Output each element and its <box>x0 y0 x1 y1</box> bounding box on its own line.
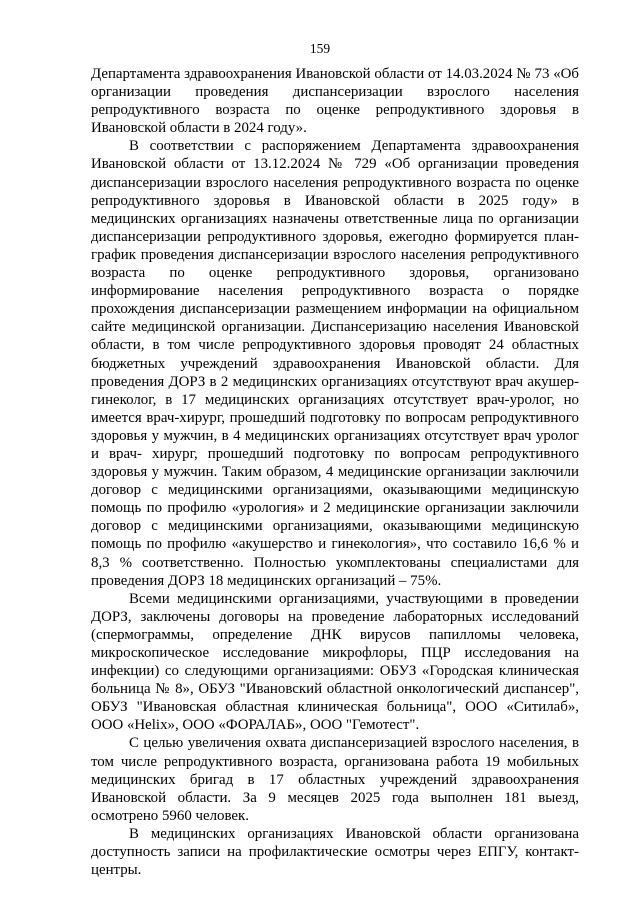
paragraph-lab-contracts: Всеми медицинскими организациями, участвующими в проведении ДОРЗ, заключены договоры на проведение лабораторных исследований (спермограммы, определение ДНК вирусов папилломы человека, микроскопическое исследование микрофлоры, ПЦР исследования на инфекции) со следующими организациями: ОБУЗ «Городская клиническая больница № 8», ОБУЗ "Ивановский областной онкологический диспансер", ОБУЗ "Ивановская областная клиническая больница", ООО «Ситилаб», ООО «Helix», ООО «ФОРАЛАБ», ООО "Гемотест". <box>91 590 579 734</box>
paragraph-online-booking: В медицинских организациях Ивановской области организована доступность записи на профилактические осмотры через ЕПГУ, контакт-центры. <box>91 825 579 879</box>
paragraph-mobile-teams: С целью увеличения охвата диспансеризацией взрослого населения, в том числе репродуктивного возраста, организована работа 19 мобильных медицинских бригад в 17 областных учреждений здравоохранения Ивановской области. За 9 месяцев 2025 года выполнен 181 выезд, осмотрено 5960 человек. <box>91 735 579 824</box>
page-number: 159 <box>309 41 331 56</box>
document-body <box>91 65 579 879</box>
paragraph-decree-reference: Департамента здравоохранения Ивановской области от 14.03.2024 № 73 «Об организации проведения диспансеризации взрослого населения репродуктивного возраста по оценке репродуктивного здоровья в Ивановской области в 2024 году». <box>91 66 579 137</box>
paragraph-order-2025: В соответствии с распоряжением Департамента здравоохранения Ивановской области от 13.12.2024 № 729 «Об организации проведения диспансеризации взрослого населения репродуктивного возраста по оценке репродуктивного здоровья в Ивановской области в 2025 году» в медицинских организациях назначены ответственные лица по организации диспансеризации репродуктивного здоровья, ежегодно формируется план-график проведения диспансеризации взрослого населения репродуктивного возраста по оценке репродуктивного здоровья, организовано информирование населения репродуктивного возраста о порядке прохождения диспансеризации размещением информации на официальном сайте медицинской организации. Диспансеризацию населения Ивановской области, в том числе репродуктивного здоровья проводят 24 областных бюджетных учреждений здравоохранения Ивановской области. Для проведения ДОРЗ в 2 медицинских организациях отсутствуют врач акушер-гинеколог, в 17 медицинских организациях отсутствует врач-уролог, но имеется врач-хирург, прошедший подготовку по вопросам репродуктивного здоровья у мужчин, в 4 медицинских организациях отсутствует врач уролог и врач- хирург, прошедший подготовку по вопросам репродуктивного здоровья у мужчин. Таким образом, 4 медицинские организации заключили договор с медицинскими организациями, оказывающими медицинскую помощь по профилю «урология» и 2 медицинские организации заключили договор с медицинскими организациями, оказывающими медицинскую помощь по профилю «акушерство и гинекология», что составило 16,6 % и 8,3 % соответственно. Полностью укомплектованы специалистами для проведения ДОРЗ 18 медицинских организаций – 75%. <box>91 138 579 589</box>
